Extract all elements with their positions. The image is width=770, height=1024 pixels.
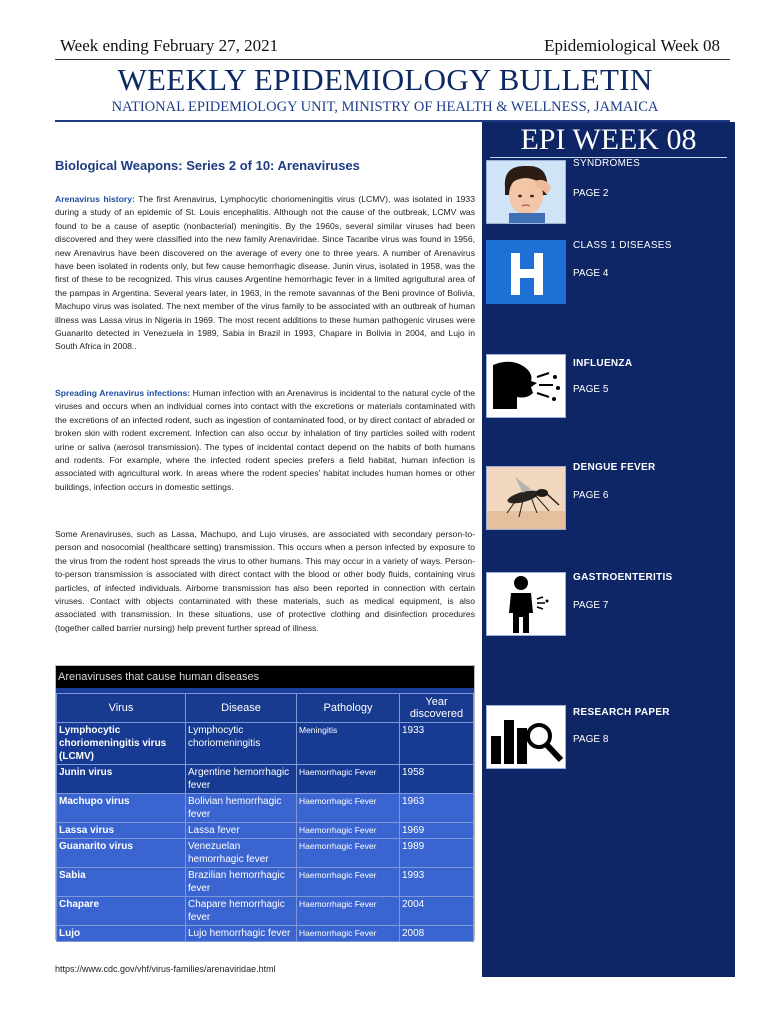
cell-virus: Guanarito virus bbox=[57, 839, 186, 868]
header-divider bbox=[55, 59, 730, 60]
column-header-virus: Virus bbox=[57, 694, 186, 723]
cell-virus: Machupo virus bbox=[57, 794, 186, 823]
cell-year: 1933 bbox=[400, 723, 474, 765]
source-link[interactable]: https://www.cdc.gov/vhf/virus-families/arenaviridae.html bbox=[55, 964, 276, 974]
cell-pathology: Haemorrhagic Fever bbox=[297, 839, 400, 868]
epi-week-header-label: Epidemiological Week 08 bbox=[544, 36, 720, 55]
cell-disease: Argentine hemorrhagic fever bbox=[186, 765, 297, 794]
arenavirus-table-box bbox=[55, 665, 475, 940]
spreading-paragraph bbox=[55, 387, 475, 494]
cell-virus: Lymphocytic choriomeningitis virus (LCMV) bbox=[57, 723, 186, 765]
cell-virus: Lassa virus bbox=[57, 823, 186, 839]
sidebar-item-label: SYNDROMES bbox=[573, 158, 641, 169]
table-row bbox=[57, 839, 474, 868]
column-header-year: Year discovered bbox=[400, 694, 474, 723]
cell-year: 1989 bbox=[400, 839, 474, 868]
cell-year: 1958 bbox=[400, 765, 474, 794]
cell-pathology: Haemorrhagic Fever bbox=[297, 765, 400, 794]
mosquito-icon bbox=[486, 466, 566, 530]
cell-pathology: Haemorrhagic Fever bbox=[297, 897, 400, 926]
stomach-ache-icon bbox=[486, 572, 566, 636]
epi-week-banner: EPI WEEK 08 bbox=[520, 123, 697, 156]
sidebar-item-gastroenteritis[interactable] bbox=[482, 572, 735, 692]
cell-virus: Chapare bbox=[57, 897, 186, 926]
research-chart-icon bbox=[486, 705, 566, 769]
cell-pathology: Haemorrhagic Fever bbox=[297, 794, 400, 823]
sidebar-item-page: PAGE 8 bbox=[573, 734, 609, 745]
cell-disease: Bolivian hemorrhagic fever bbox=[186, 794, 297, 823]
sidebar-item-label: DENGUE FEVER bbox=[573, 462, 656, 473]
cell-pathology: Meningitis bbox=[297, 723, 400, 765]
cell-disease: Brazilian hemorrhagic fever bbox=[186, 868, 297, 897]
bulletin-subtitle: NATIONAL EPIDEMIOLOGY UNIT, MINISTRY OF HEALTH & WELLNESS, JAMAICA bbox=[111, 99, 659, 115]
table-row bbox=[57, 926, 474, 942]
history-paragraph bbox=[55, 193, 475, 354]
table-row bbox=[57, 765, 474, 794]
sidebar-item-dengue-fever[interactable] bbox=[482, 462, 735, 582]
spreading-lead: Spreading Arenavirus infections: bbox=[55, 388, 191, 398]
cell-pathology: Haemorrhagic Fever bbox=[297, 823, 400, 839]
table-header-row bbox=[57, 694, 474, 723]
cell-pathology: Haemorrhagic Fever bbox=[297, 868, 400, 897]
table-row bbox=[57, 794, 474, 823]
article-title: Biological Weapons: Series 2 of 10: Arenaviruses bbox=[55, 158, 360, 173]
history-lead: Arenavirus history: bbox=[55, 194, 135, 204]
cell-year: 2004 bbox=[400, 897, 474, 926]
cell-virus: Lujo bbox=[57, 926, 186, 942]
sidebar-item-page: PAGE 5 bbox=[573, 384, 609, 395]
cough-icon bbox=[486, 354, 566, 418]
sidebar-item-page: PAGE 6 bbox=[573, 490, 609, 501]
history-text: The first Arenavirus, Lymphocytic choriomeningitis virus (LCMV), was isolated in 1933 during a study of an epidemic of St. Louis encephalitis. Although not the cause of the outbreak, LCMV was found to be a cause of aseptic (nonbacterial) meningitis. By the 1960s, several similar viruses had been discovered and they were classified into the new family Arenaviridae. Since Tacaribe virus was found in 1956, new Arenavirus have been discovered on the average of every one to three years. A number of Arenavirus have been isolated in rodents only, but few cause hemorrhagic disease. Junin virus, isolated in 1958, was the first of these to be recognized. This virus causes Argentine hemorrhagic fever in a limited agrigultural area of the pampas in Argentina. Several years later, in 1963, in the remote savannas of the Beni province of Bolivia, Machupo virus was isolated. The next member of the virus family to be associated with an outbreak of human illness was Lassa virus in Nigeria in 1969. The most recent additions to these human pathogenic viruses were Guanarito detected in Venezuela in 1989, Sabia in Brazil in 1993, Chapare in Bolivia in 2004, and Lujo in South Africa in 2008.. bbox=[55, 194, 475, 352]
column-header-disease: Disease bbox=[186, 694, 297, 723]
sidebar-item-label: INFLUENZA bbox=[573, 358, 633, 369]
sidebar-item-page: PAGE 7 bbox=[573, 600, 609, 611]
arenavirus-table bbox=[56, 693, 474, 942]
cell-disease: Lassa fever bbox=[186, 823, 297, 839]
cell-disease: Lymphocytic choriomeningitis bbox=[186, 723, 297, 765]
week-ending-label: Week ending February 27, 2021 bbox=[60, 36, 279, 55]
cell-pathology: Haemorrhagic Fever bbox=[297, 926, 400, 942]
cell-disease: Chapare hemorrhagic fever bbox=[186, 897, 297, 926]
table-row bbox=[57, 723, 474, 765]
sidebar-item-page: PAGE 2 bbox=[573, 188, 609, 199]
cell-year: 2008 bbox=[400, 926, 474, 942]
spreading-text: Human infection with an Arenavirus is incidental to the natural cycle of the viruses and occurs when an individual comes into contact with the excretions or materials contaminated with the excretions of an infected rodent, such as ingestion of contaminated food, or by direct contact of abraded or broken skin with rodent excrement. Infection can also occur by inhalation of tiny particles soiled with rodent urine or saliva (aerosol transmission). The types of incidental contact depend on the habits of both humans and rodents. For example, where the infected rodent species prefers a field habitat, human infection is associated with agricultural work. In areas where the rodent species' habitat includes human homes or other buildings, infection occurs in domestic settings. bbox=[55, 388, 475, 492]
cell-disease: Lujo hemorrhagic fever bbox=[186, 926, 297, 942]
cell-year: 1963 bbox=[400, 794, 474, 823]
table-row bbox=[57, 823, 474, 839]
table-row bbox=[57, 897, 474, 926]
cell-virus: Junin virus bbox=[57, 765, 186, 794]
sidebar-item-research-paper[interactable] bbox=[482, 705, 735, 825]
table-row bbox=[57, 868, 474, 897]
sidebar-item-label: GASTROENTERITIS bbox=[573, 572, 673, 583]
sidebar-item-page: PAGE 4 bbox=[573, 268, 609, 279]
sick-child-icon bbox=[486, 160, 566, 224]
table-title: Arenaviruses that cause human diseases bbox=[56, 666, 474, 688]
sidebar-item-influenza[interactable] bbox=[482, 354, 735, 474]
bulletin-title: WEEKLY EPIDEMIOLOGY BULLETIN bbox=[117, 62, 653, 97]
transmission-paragraph: Some Arenaviruses, such as Lassa, Machupo, and Lujo viruses, are associated with secondary person-to-person and nosocomial (healthcare setting) transmission. This occurs when a person infected by exposure to the virus from the rodent host spreads the virus to other humans. This may occur in a variety of ways. Person-to-person transmission is associated with direct contact with the blood or other body fluids, containing virus particles, of infected individuals. Airborne transmission has also been reported in connection with certain viruses. Contact with objects contaminated with these materials, such as medical equipment, is also associated with transmission. In these situations, use of protective clothing and disinfection procedures (together called barrier nursing) help prevent further spread of illness. bbox=[55, 529, 475, 633]
column-header-pathology: Pathology bbox=[297, 694, 400, 723]
cell-virus: Sabia bbox=[57, 868, 186, 897]
cell-year: 1993 bbox=[400, 868, 474, 897]
hospital-icon bbox=[486, 240, 566, 304]
cell-year: 1969 bbox=[400, 823, 474, 839]
sidebar-item-label: CLASS 1 DISEASES bbox=[573, 240, 672, 251]
sidebar-item-label: RESEARCH PAPER bbox=[573, 707, 670, 718]
cell-disease: Venezuelan hemorrhagic fever bbox=[186, 839, 297, 868]
contents-sidebar bbox=[482, 122, 735, 977]
sidebar-item-class1-diseases[interactable] bbox=[482, 240, 735, 360]
